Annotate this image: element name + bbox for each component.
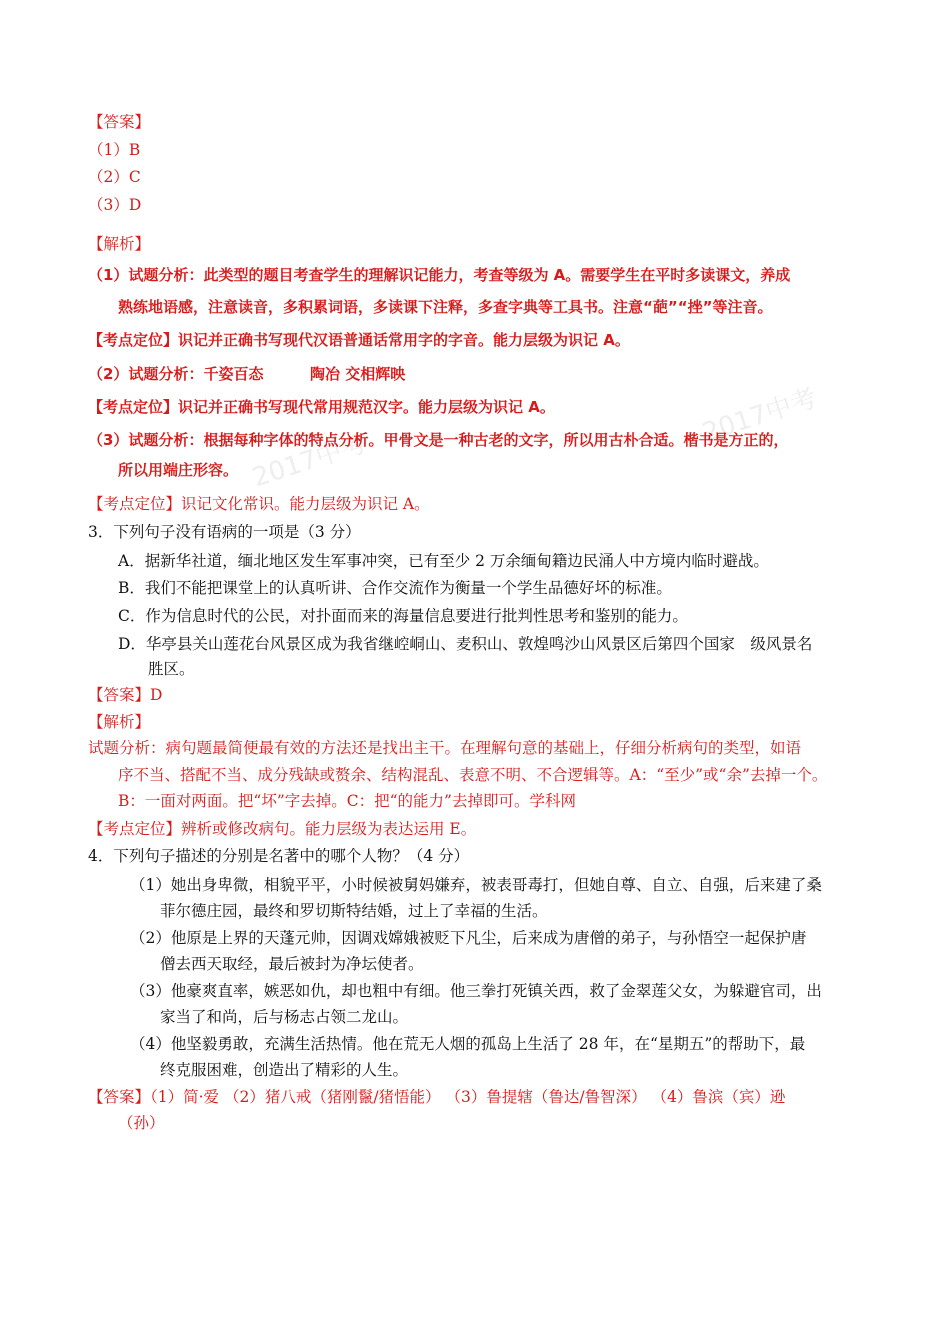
answer-item: （3）D xyxy=(88,196,142,214)
list-item: 家当了和尚，后与杨志占领二龙山。 xyxy=(160,1008,409,1026)
answer: （孙） xyxy=(118,1114,165,1132)
list-item: （4）他坚毅勇敢，充满生活热情。他在荒无人烟的孤岛上生活了 28 年，在“星期五”的帮助下，最 xyxy=(130,1035,806,1053)
list-item: 终克服困难，创造出了精彩的人生。 xyxy=(160,1061,409,1079)
analysis-text: （3）试题分析：根据每种字体的特点分析。甲骨文是一种古老的文字，所以用古朴合适。楷书是方正的， xyxy=(88,431,789,449)
list-item: 菲尔德庄园，最终和罗切斯特结婚，过上了幸福的生活。 xyxy=(160,902,548,920)
list-item: （2）他原是上界的天蓬元帅，因调戏嫦娥被贬下凡尘，后来成为唐僧的弟子，与孙悟空一起保护唐 xyxy=(130,929,807,947)
analysis-text: 熟练地语感，注意读音，多积累词语，多读课下注释，多查字典等工具书。注意“葩”“挫”等注音。 xyxy=(118,298,773,316)
answer: 【答案】（1）简·爱 （2）猪八戒（猪刚鬣/猪悟能） （3）鲁提辖（鲁达/鲁智深） （4）鲁滨（宾）逊 xyxy=(88,1088,786,1106)
knowledge-point: 【考点定位】识记并正确书写现代汉语普通话常用字的字音。能力层级为识记 A。 xyxy=(88,331,630,349)
list-item: 僧去西天取经，最后被封为净坛使者。 xyxy=(160,955,424,973)
analysis-heading: 【解析】 xyxy=(88,713,151,731)
option-a: A．据新华社道，缅北地区发生军事冲突，已有至少 2 万余缅甸籍边民涌人中方境内临时避战。 xyxy=(118,552,769,570)
list-item: （1）她出身卑微，相貌平平，小时候被舅妈嫌弃，被表哥毒打，但她自尊、自立、自强，后来建了桑 xyxy=(130,876,822,894)
option-c: C．作为信息时代的公民，对扑面而来的海量信息要进行批判性思考和鉴别的能力。 xyxy=(118,607,688,625)
analysis-text: 序不当、搭配不当、成分残缺或赘余、结构混乱、表意不明、不合逻辑等。A：“至少”或“余”去掉一个。 xyxy=(118,766,828,784)
analysis-text: B：一面对两面。把“坏”字去掉。C：把“的能力”去掉即可。学科网 xyxy=(118,792,576,810)
answer-item: （1）B xyxy=(88,141,141,159)
analysis-text: （1）试题分析：此类型的题目考查学生的理解识记能力，考查等级为 A。需要学生在平时多读课文，养成 xyxy=(88,266,791,284)
watermark: 2017中考 xyxy=(249,428,371,494)
knowledge-point: 【考点定位】识记并正确书写现代常用规范汉字。能力层级为识记 A。 xyxy=(88,398,555,416)
option-d: D．华亭县关山莲花台风景区成为我省继崆峒山、麦积山、敦煌鸣沙山风景区后第四个国家 级风景名 xyxy=(118,635,813,653)
answer-heading: 【答案】 xyxy=(88,113,151,131)
question-stem: 3．下列句子没有语病的一项是（3 分） xyxy=(88,523,361,541)
answer-item: （2）C xyxy=(88,168,141,186)
analysis-text: 陶冶 交相辉映 xyxy=(310,365,406,383)
list-item: （3）他豪爽直率，嫉恶如仇，却也粗中有细。他三拳打死镇关西，救了金翠莲父女，为躲避官司，出 xyxy=(130,982,822,1000)
option-b: B．我们不能把课堂上的认真听讲、合作交流作为衡量一个学生品德好坏的标准。 xyxy=(118,579,672,597)
knowledge-point: 【考点定位】辨析或修改病句。能力层级为表达运用 E。 xyxy=(88,820,477,838)
analysis-heading: 【解析】 xyxy=(88,235,151,253)
knowledge-point: 【考点定位】识记文化常识。能力层级为识记 A。 xyxy=(88,495,430,513)
question-stem: 4．下列句子描述的分别是名著中的哪个人物？（4 分） xyxy=(88,847,470,865)
watermark: 2017中考 xyxy=(699,383,821,449)
analysis-text: 试题分析：病句题最简便最有效的方法还是找出主干。在理解句意的基础上，仔细分析病句的类型，如语 xyxy=(88,739,802,757)
answer: 【答案】D xyxy=(88,686,163,704)
option-d-cont: 胜区。 xyxy=(148,660,195,678)
analysis-text: 所以用端庄形容。 xyxy=(118,461,239,479)
analysis-text: （2）试题分析：千姿百态 xyxy=(88,365,264,383)
